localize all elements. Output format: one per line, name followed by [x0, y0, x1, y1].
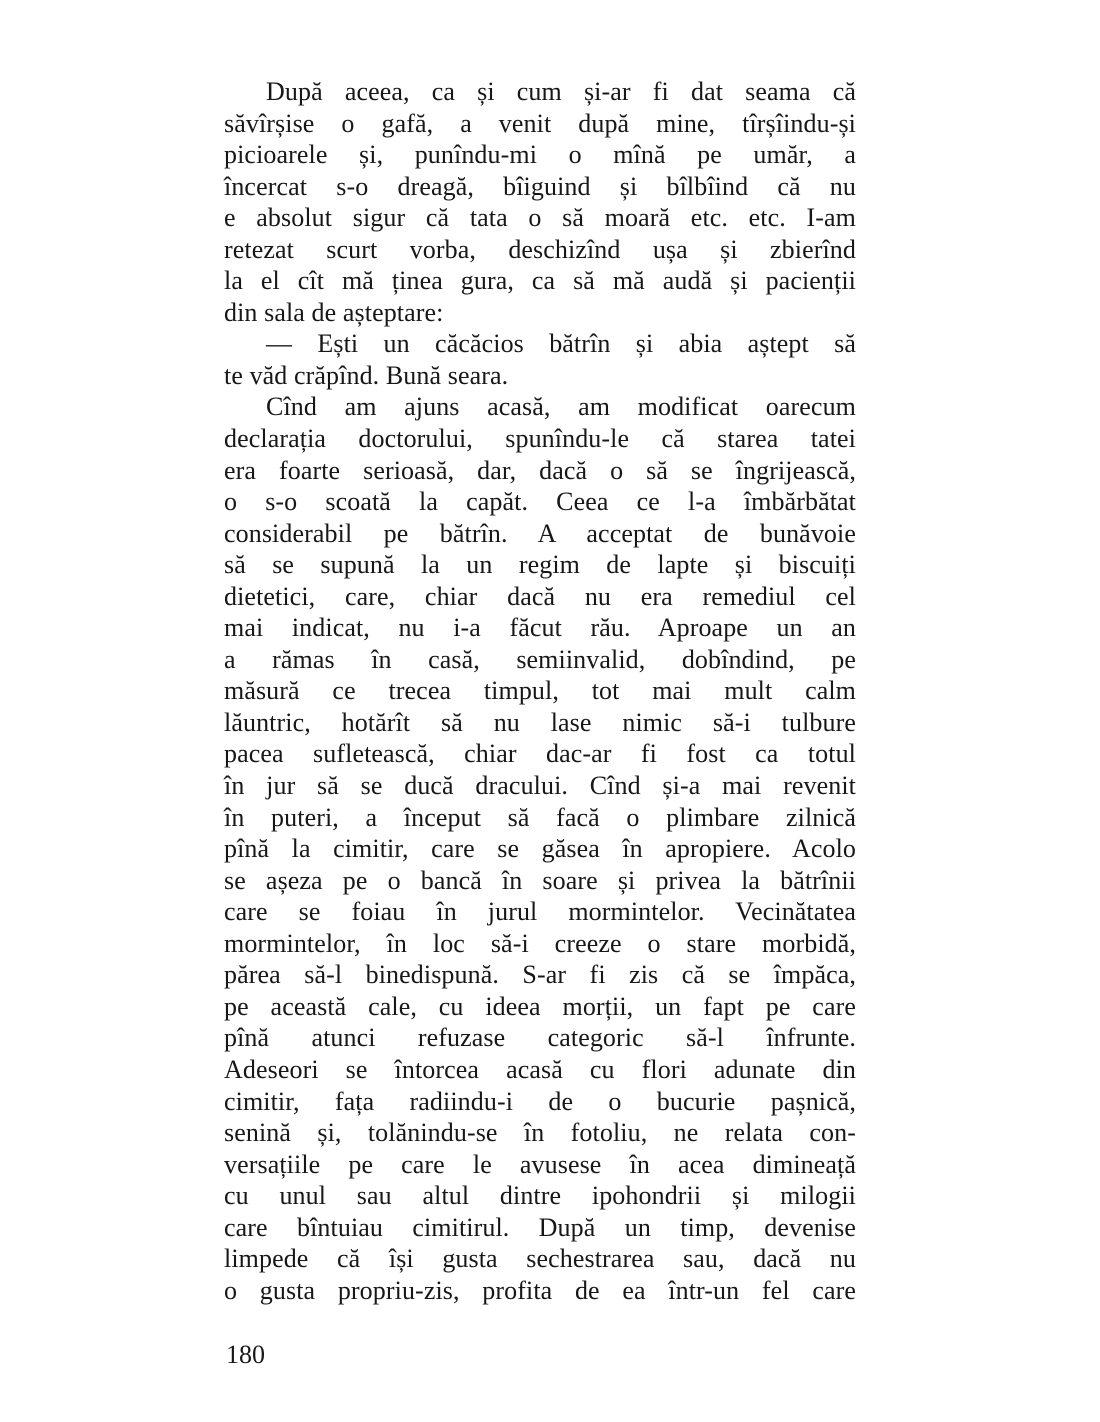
text-line: lăuntric, hotărît să nu lase nimic să-i tulbure — [224, 707, 856, 737]
text-line: pînă la cimitir, care se găsea în apropiere. Acolo — [224, 834, 856, 864]
text-line: versațiile pe care le avusese în acea dimineață — [224, 1149, 856, 1179]
text-line: picioarele și, punîndu-mi o mînă pe umăr, a — [224, 140, 856, 170]
text-line: pacea sufletească, chiar dac-ar fi fost ca totul — [224, 739, 856, 769]
text-line: săvîrșise o gafă, a venit după mine, tîrșîindu-și — [224, 108, 856, 138]
text-line: a rămas în casă, semiinvalid, dobîndind, pe — [224, 644, 856, 674]
text-line: încercat s-o dreagă, bîiguind și bîlbîind că nu — [224, 171, 856, 201]
text-line: din sala de așteptare: — [224, 297, 444, 327]
text-line: care bîntuiau cimitirul. După un timp, devenise — [224, 1212, 856, 1242]
text-line: în puteri, a început să facă o plimbare zilnică — [224, 802, 856, 832]
text-line: senină și, tolănindu-se în fotoliu, ne relata con- — [224, 1118, 856, 1148]
page-text — [224, 76, 856, 1306]
text-line: te văd crăpînd. Bună seara. — [224, 360, 509, 390]
text-line: cu unul sau altul dintre ipohondrii și milogii — [224, 1181, 856, 1211]
text-line: se așeza pe o bancă în soare și privea la bătrînii — [224, 865, 856, 895]
text-line: o gusta propriu-zis, profita de ea într-un fel care — [224, 1275, 856, 1305]
text-line: să se supună la un regim de lapte și biscuiți — [224, 550, 856, 580]
text-line: mormintelor, în loc să-i creeze o stare morbidă, — [224, 928, 856, 958]
paragraph — [224, 76, 856, 328]
page-number: 180 — [226, 1340, 265, 1369]
text-line: e absolut sigur că tata o să moară etc. etc. I-am — [224, 203, 856, 233]
text-line: era foarte serioasă, dar, dacă o să se îngrijească, — [224, 455, 856, 485]
text-line: în jur să se ducă dracului. Cînd și-a mai revenit — [224, 771, 856, 801]
text-line: la el cît mă ținea gura, ca să mă audă și pacienții — [224, 266, 856, 296]
text-line: considerabil pe bătrîn. A acceptat de bunăvoie — [224, 518, 856, 548]
text-line: limpede că își gusta sechestrarea sau, dacă nu — [224, 1244, 856, 1274]
text-line: pînă atunci refuzase categoric să-l înfrunte. — [224, 1023, 856, 1053]
text-line: pe această cale, cu ideea morții, un fapt pe care — [224, 991, 856, 1021]
text-line: mai indicat, nu i-a făcut rău. Aproape un an — [224, 613, 856, 643]
text-line: Adeseori se întorcea acasă cu flori adunate din — [224, 1054, 856, 1084]
paragraph — [224, 391, 856, 1306]
text-line: dietetici, care, chiar dacă nu era remediul cel — [224, 581, 856, 611]
text-line: — Ești un căcăcios bătrîn și abia aștept să — [266, 329, 856, 359]
text-line: După aceea, ca și cum și-ar fi dat seama că — [266, 77, 856, 106]
text-line: cimitir, fața radiindu-i de o bucurie pașnică, — [224, 1086, 856, 1116]
text-line: măsură ce trecea timpul, tot mai mult calm — [224, 676, 856, 706]
text-line: declarația doctorului, spunîndu-le că starea tatei — [224, 424, 856, 454]
paragraph-dialogue — [224, 328, 856, 391]
text-line: care se foiau în jurul mormintelor. Vecinătatea — [224, 897, 856, 927]
text-line: părea să-l binedispună. S-ar fi zis că se împăca, — [224, 960, 856, 990]
text-line: o s-o scoată la capăt. Ceea ce l-a îmbărbătat — [224, 487, 856, 517]
text-line: retezat scurt vorba, deschizînd ușa și zbierînd — [224, 234, 856, 264]
text-line: Cînd am ajuns acasă, am modificat oarecum — [266, 392, 856, 422]
